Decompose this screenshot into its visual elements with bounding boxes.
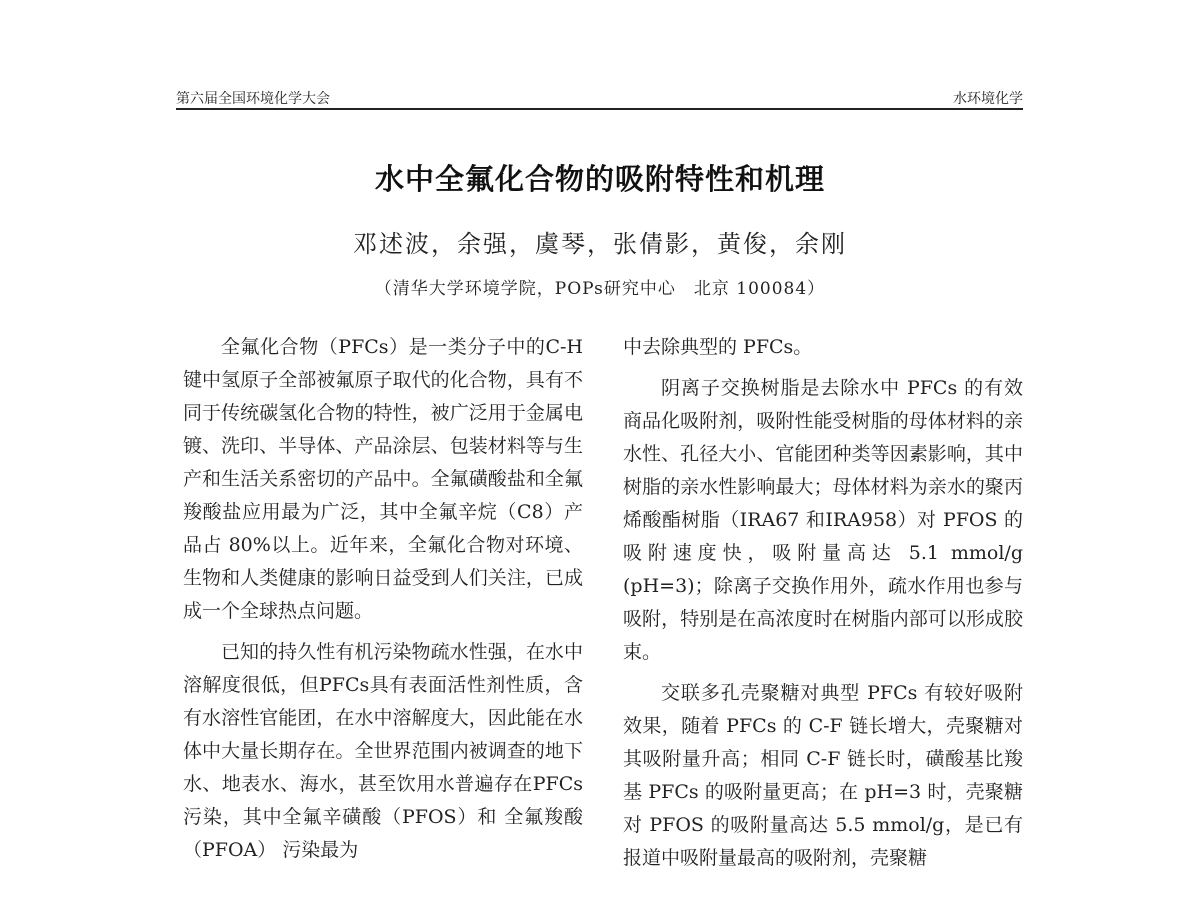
paragraph: 已知的持久性有机污染物疏水性强，在水中溶解度很低，但PFCs具有表面活性剂性质，含有水溶性官能团，在水中溶解度大，因此能在水体中大量长期存在。全世界范围内被调查的地下水、地表水、海水，甚至饮用水普遍存在PFCs污染，其中全氟辛磺酸（PFOS）和 全氟羧酸（PFOA） 污染最为 bbox=[183, 641, 583, 861]
section-name: 水环境化学 bbox=[953, 91, 1023, 107]
affiliation: （清华大学环境学院，POPs研究中心 北京 100084） bbox=[374, 279, 826, 299]
left-column bbox=[183, 331, 583, 875]
conference-name: 第六届全国环境化学大会 bbox=[176, 91, 330, 107]
running-header bbox=[176, 86, 1023, 110]
author-list: 邓述波，余强，虞琴，张倩影，黄俊，余刚 bbox=[353, 230, 847, 258]
paragraph: 交联多孔壳聚糖对典型 PFCs 有较好吸附效果，随着 PFCs 的 C-F 链长增大，壳聚糖对其吸附量升高；相同 C-F 链长时，磺酸基比羧基 PFCs 的吸附量更高；在 pH=3 时，壳聚糖对 PFOS 的吸附量高达 5.5 mmol/g，是已有报道中吸附量最高的吸附剂，壳聚糖 bbox=[623, 682, 1023, 869]
paper-title: 水中全氟化合物的吸附特性和机理 bbox=[374, 162, 825, 196]
paragraph-continuation: 中去除典型的 PFCs。 bbox=[623, 336, 813, 358]
paragraph: 全氟化合物（PFCs）是一类分子中的C-H 键中氢原子全部被氟原子取代的化合物，具有不同于传统碳氢化合物的特性，被广泛用于金属电镀、洗印、半导体、产品涂层、包装材料等与生产和生活关系密切的产品中。全氟磺酸盐和全氟羧酸盐应用最为广泛，其中全氟辛烷（C8）产品占 80%以上。近年来，全氟化合物对环境、生物和人类健康的影响日益受到人们关注，已成成一个全球热点问题。 bbox=[183, 336, 583, 622]
right-column bbox=[623, 331, 1023, 883]
paragraph: 阴离子交换树脂是去除水中 PFCs 的有效商品化吸附剂，吸附性能受树脂的母体材料的亲水性、孔径大小、官能团种类等因素影响，其中树脂的亲水性影响最大；母体材料为亲水的聚丙烯酸酯树脂（IRA67 和IRA958）对 PFOS 的吸附速度快，吸附量高达 5.1 mmol/g (pH=3)；除离子交换作用外，疏水作用也参与吸附，特别是在高浓度时在树脂内部可以形成胶束。 bbox=[623, 377, 1023, 663]
